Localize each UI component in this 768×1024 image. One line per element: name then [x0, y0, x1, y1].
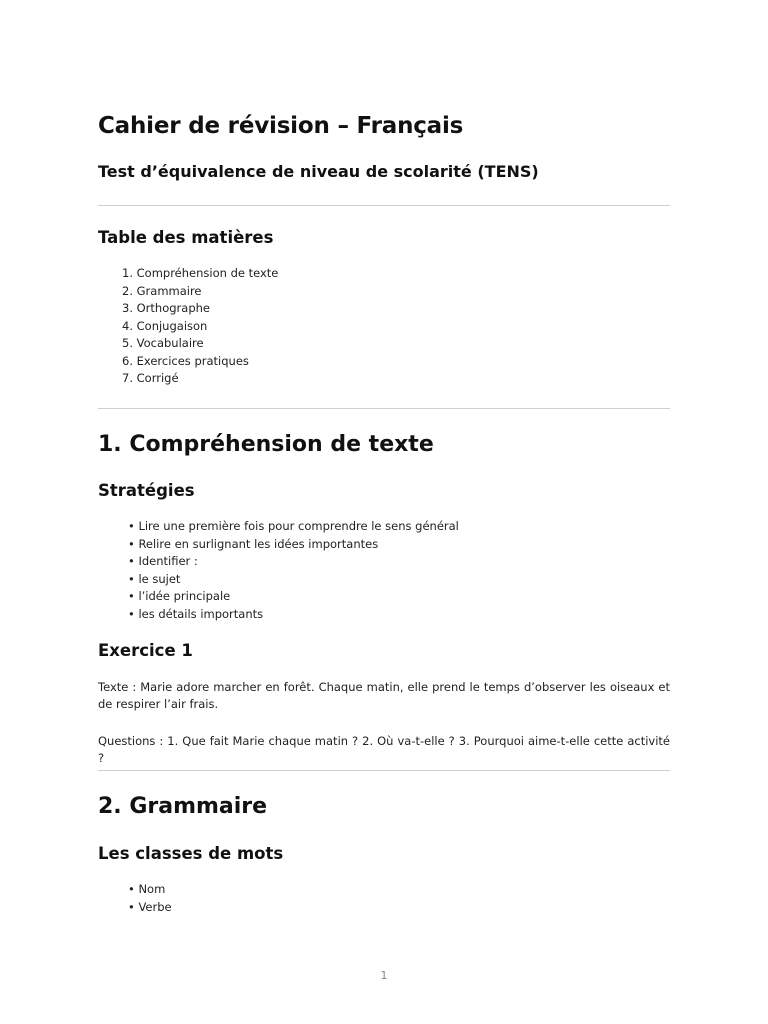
word-classes-list — [128, 881, 172, 916]
page-number: 1 — [380, 969, 388, 982]
toc-item: 7. Corrigé — [122, 371, 179, 385]
list-item: • Verbe — [128, 899, 172, 914]
section-heading-comprehension: 1. Compréhension de texte — [98, 432, 434, 457]
toc-item: 1. Compréhension de texte — [122, 266, 279, 280]
list-item: • les détails importants — [128, 606, 264, 621]
toc-item: 4. Conjugaison — [122, 318, 208, 333]
toc-list — [122, 265, 278, 388]
strategies-list — [128, 518, 459, 623]
toc-item: 2. Grammaire — [122, 283, 202, 298]
exercise-heading: Exercice 1 — [98, 641, 193, 660]
list-item: • l’idée principale — [128, 589, 231, 603]
list-item: • le sujet — [128, 571, 181, 586]
divider — [98, 205, 670, 206]
list-item: • Lire une première fois pour comprendre le sens général — [128, 519, 459, 533]
section-heading-grammaire: 2. Grammaire — [98, 794, 268, 819]
toc-item: 5. Vocabulaire — [122, 336, 204, 350]
list-item: • Identifier : — [128, 554, 198, 568]
list-item: • Nom — [128, 882, 166, 896]
toc-item: 3. Orthographe — [122, 301, 210, 315]
exercise-questions: Questions : 1. Que fait Marie chaque matin ? 2. Où va-t-elle ? 3. Pourquoi aime-t-elle cette activité ? — [98, 734, 670, 765]
document-title: Cahier de révision – Français — [98, 113, 464, 139]
divider — [98, 408, 670, 409]
toc-item: 6. Exercices pratiques — [122, 353, 249, 368]
divider — [98, 770, 670, 771]
word-classes-heading: Les classes de mots — [98, 844, 284, 863]
document-subtitle: Test d’équivalence de niveau de scolarité (TENS) — [98, 162, 539, 181]
strategies-heading: Stratégies — [98, 481, 195, 500]
exercise-text: Texte : Marie adore marcher en forêt. Chaque matin, elle prend le temps d’observer les oiseaux et de respirer l’air frais. — [98, 680, 670, 711]
toc-heading: Table des matières — [98, 228, 274, 247]
list-item: • Relire en surlignant les idées importantes — [128, 536, 379, 551]
